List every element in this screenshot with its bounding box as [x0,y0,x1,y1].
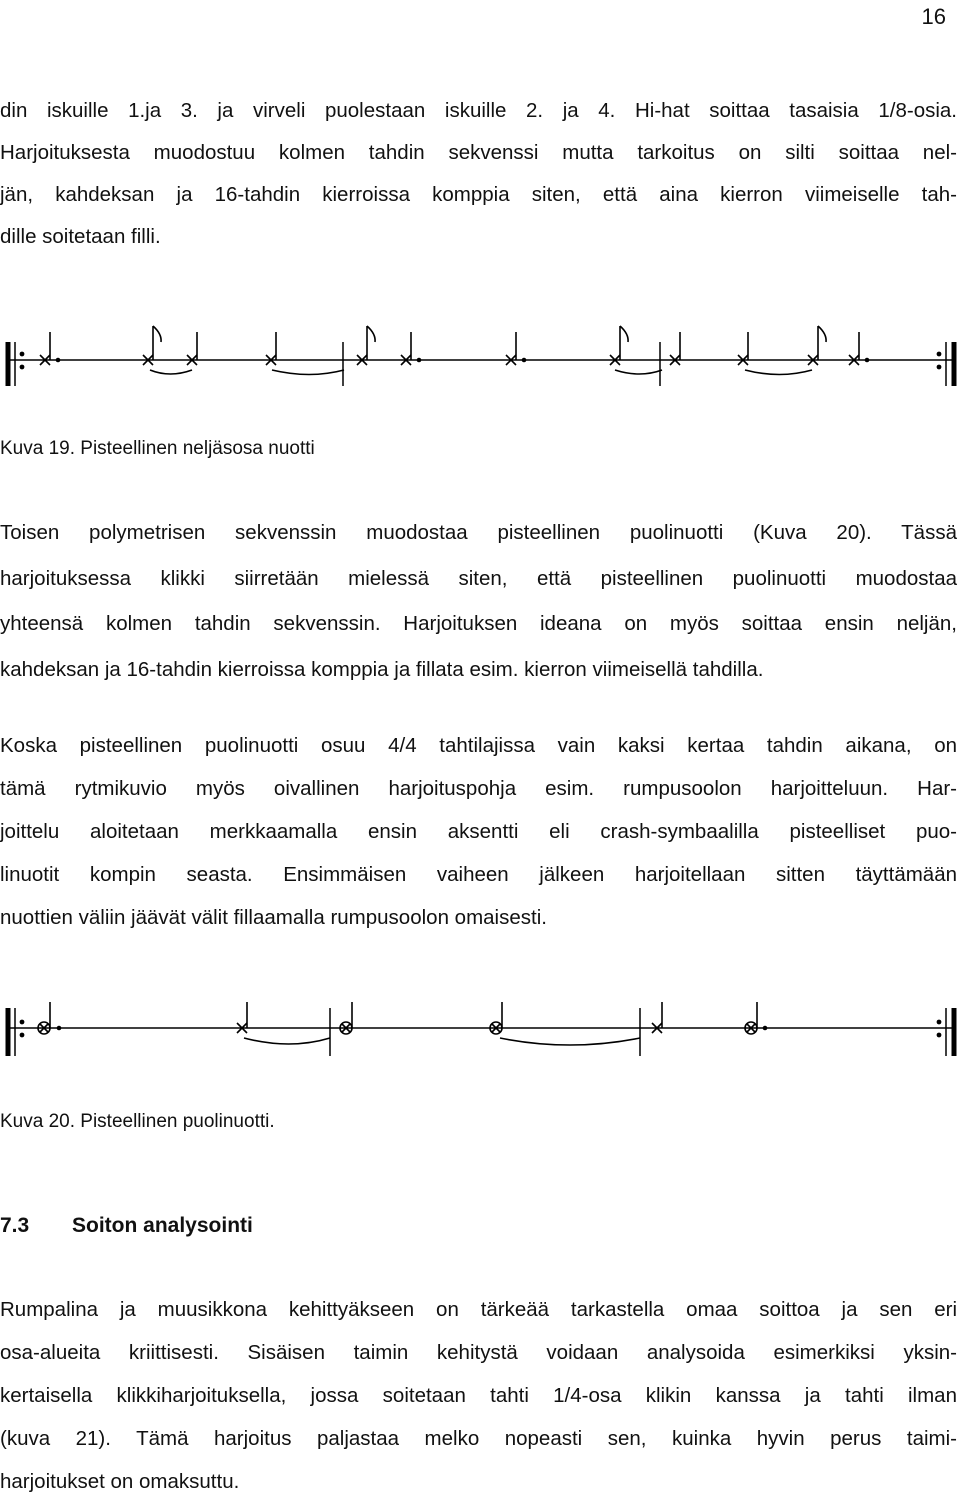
text-line: (kuva 21). Tämä harjoitus paljastaa melko nopeasti sen, kuinka hyvin perus taimi- [0,1427,957,1450]
text-line: harjoitukset on omaksuttu. [0,1470,240,1493]
text-line: yhteensä kolmen tahdin sekvenssin. Harjoituksen ideana on myös soittaa ensin neljän, [0,612,957,635]
text-line: Rumpalina ja muusikkona kehittyäkseen on tärkeää tarkastella omaa soittoa ja sen eri [0,1298,957,1321]
text-line: jän, kahdeksan ja 16-tahdin kierroissa komppia siten, että aina kierron viimeiselle tah- [0,183,957,206]
text-line: osa-alueita kriittisesti. Sisäisen taimin kehitystä voidaan analysoida esimerkiksi yksin- [0,1341,957,1364]
figure-19-notation [0,318,960,398]
figure-20-caption: Kuva 20. Pisteellinen puolinuotti. [0,1111,275,1132]
text-line: harjoituksessa klikki siirretään mielessä siten, että pisteellinen puolinuotti muodostaa [0,566,957,590]
text-line: Harjoituksesta muodostuu kolmen tahdin sekvenssi mutta tarkoitus on silti soittaa nel- [0,141,957,164]
figure-19-caption: Kuva 19. Pisteellinen neljäsosa nuotti [0,438,315,459]
text-line: Koska pisteellinen puolinuotti osuu 4/4 tahtilajissa vain kaksi kertaa tahdin aikana, on [0,734,957,757]
section-title: Soiton analysointi [72,1214,253,1237]
text-line: kertaisella klikkiharjoituksella, jossa soitetaan tahti 1/4-osa klikin kanssa ja tahti ilman [0,1384,957,1407]
text-line: dille soitetaan filli. [0,225,161,248]
paragraph-3 [0,724,957,939]
paragraph-1 [0,90,957,258]
section-heading [0,1214,253,1238]
text-line: din iskuille 1.ja 3. ja virveli puolestaan iskuille 2. ja 4. Hi-hat soittaa tasaisia 1/8-osia. [0,99,957,122]
page-number: 16 [921,4,946,29]
text-line: Toisen polymetrisen sekvenssin muodostaa pisteellinen puolinuotti (Kuva 20). Tässä [0,521,957,544]
paragraph-4 [0,1288,957,1503]
text-line: tämä rytmikuvio myös oivallinen harjoituspohja esim. rumpusoolon harjoitteluun. Har- [0,777,957,800]
text-line: joittelu aloitetaan merkkaamalla ensin aksentti eli crash-symbaalilla pisteelliset puo- [0,820,957,843]
paragraph-2 [0,510,957,692]
figure-20-notation [0,996,960,1076]
text-line: linuotit kompin seasta. Ensimmäisen vaiheen jälkeen harjoitellaan sitten täyttämään [0,863,957,886]
section-number: 7.3 [0,1214,30,1237]
text-line: kahdeksan ja 16-tahdin kierroissa komppia ja fillata esim. kierron viimeisellä tahdilla. [0,657,764,681]
text-line: nuottien väliin jäävät välit fillaamalla rumpusoolon omaisesti. [0,906,547,929]
